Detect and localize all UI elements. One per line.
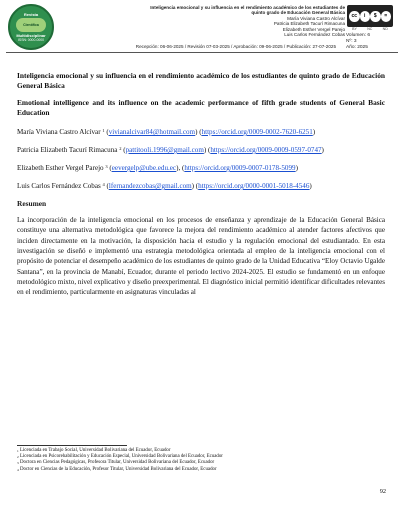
page-number: 92	[379, 488, 386, 495]
author-email-link[interactable]: pattitooli.1996@gmail.com	[125, 146, 204, 154]
running-author-1: María Viviana Castro Alcívar	[287, 15, 345, 21]
logo-issn: ISSN: 0000-0000	[17, 37, 44, 42]
author-affiliation-mark: 4	[102, 182, 105, 187]
footnote-text: Doctor en Ciencias de la Educación, Profesor Titular, Universidad Bolivariana del Ecuador, Ecuador	[19, 466, 217, 472]
running-author-4: Luis Carlos Fernández Cobas	[284, 32, 345, 38]
cc-label-by: BY	[352, 27, 357, 31]
author-entry: María Viviana Castro Alcívar $^1$ (vivianalcivar84@hotmail.com) (https://orcid.org/0009-0002-7620-6251)	[17, 128, 316, 136]
author-email-link[interactable]: vivianalcivar84@hotmail.com	[108, 128, 196, 136]
author-entry: Elizabeth Esther Vergel Parejo $^3$ (eevergelp@ube.edu.ec), (https://orcid.org/0009-0007-0178-5099)	[17, 164, 298, 172]
article-body	[17, 71, 385, 298]
footnote-mark: 2	[17, 455, 19, 460]
author-orcid-link[interactable]: https://orcid.org/0009-0007-0178-5099	[184, 164, 296, 172]
volume: Volumen: 6	[346, 33, 371, 38]
attribution-icon: i	[360, 11, 371, 22]
footnote-text: Doctora en Ciencias Pedagógicas, Profesora Titular, Universidad Bolivariana del Ecuador, Ecuador	[19, 460, 215, 466]
logo-line-1: Revista	[23, 11, 39, 17]
noderivatives-icon: =	[381, 11, 392, 22]
author-list	[17, 127, 385, 191]
abstract-text: La incorporación de la inteligencia emocional en los procesos de enseñanza y aprendizaje de la Educación General Básica constituye una alternativa metodológica que favorece la mejora del rendimiento académico al atender factores afectivos que inciden directamente en la motivación, la disposición hacia el estudio y la regulación emocional del estudiantado. En esta investigación se diseñó e implementó una estrategia metodológica orientada al empleo de la inteligencia emocional con el propósito de potenciar el desempeño académico de los estudiantes de quinto grado de la Unidad Educativa “Eloy Octavio Ugalde Santana”, en la provincia de Manabí, Ecuador, durante el periodo lectivo 2024-2025. El estudio se fundamentó en un enfoque metodológico mixto, nivel explicativo y diseño preexperimental. El diagnóstico inicial permitió identificar dificultades relevantes en el rendimiento, particularmente en asignaturas vinculadas al	[17, 216, 385, 297]
author-entry: Luis Carlos Fernández Cobas $^4$ (lfernandezcobas@gmail.com) (https://orcid.org/0000-0001-5018-4546)	[17, 182, 312, 190]
author-name: María Viviana Castro Alcívar	[17, 128, 101, 136]
author-affiliation-mark: 2	[119, 146, 122, 151]
logo-line-3: Multidisciplinar	[16, 32, 46, 38]
cc-label-nc: NC	[367, 27, 373, 31]
author-name: Elizabeth Esther Vergel Parejo	[17, 164, 104, 172]
author-affiliation-mark: 3	[105, 164, 108, 169]
author-email-link[interactable]: eevergelp@ube.edu.ec	[111, 164, 177, 172]
cc-license-icon[interactable]	[347, 5, 393, 27]
footnote	[17, 467, 387, 473]
running-title-line-2: quinto grado de Educación General Básica	[251, 10, 345, 16]
cc-license-labels	[347, 27, 393, 31]
running-header	[60, 5, 345, 37]
footnote-mark: 1	[17, 449, 19, 453]
logo-line-2: Científica	[23, 22, 39, 27]
author-orcid-link[interactable]: https://orcid.org/0009-0009-0597-0747	[210, 146, 322, 154]
footnotes	[17, 448, 387, 473]
running-author-2: Patricia Elizabeth Tacurí Rimacuna	[273, 21, 345, 27]
footnote-divider	[17, 445, 127, 446]
author-entry: Patricia Elizabeth Tacurí Rimacuna $^2$ (pattitooli.1996@gmail.com) (https://orcid.org/0009-0009-0597-0747)	[17, 146, 324, 154]
cc-label-nd: ND	[382, 27, 388, 31]
running-author-3: Elizabeth Esther Vergel Parejo	[282, 26, 345, 32]
footnote-mark: 3	[17, 461, 19, 466]
title-spanish: Inteligencia emocional y su influencia en el rendimiento académico de los estudiantes de quinto grado de Educación General Básica	[17, 71, 385, 90]
author-name: Luis Carlos Fernández Cobas	[17, 182, 101, 190]
title-english: Emotional intelligence and its influence on the academic performance of fifth grade students of General Basic Education	[17, 98, 385, 117]
author-orcid-link[interactable]: https://orcid.org/0009-0002-7620-6251	[201, 128, 313, 136]
header-divider	[6, 52, 398, 53]
issue-number: Nº: 3	[346, 39, 357, 44]
logo-emblem	[16, 18, 46, 32]
cc-icon: cc	[349, 11, 360, 22]
footnote-text: Licenciada en Psicorehabilitación y Educación Especial, Universidad Bolivariana del Ecuador, Ecuador	[19, 454, 223, 460]
abstract-heading: Resumen	[17, 199, 47, 208]
year: Año: 2025	[346, 45, 368, 50]
footnote-mark: 4	[17, 467, 19, 472]
noncommercial-icon: $	[370, 11, 381, 22]
publication-dates: Recepción: 06-06-2025 / Revisión 07-03-2025 / Aprobación: 09-06-2025 / Publicación: 27-07-2025	[135, 44, 336, 49]
author-name: Patricia Elizabeth Tacurí Rimacuna	[17, 146, 118, 154]
footnote-text: Licenciada en Trabajo Social, Universidad Bolivariana del Ecuador, Ecuador	[19, 448, 171, 453]
author-email-link[interactable]: lfernandezcobas@gmail.com	[108, 182, 192, 190]
author-orcid-link[interactable]: https://orcid.org/0000-0001-5018-4546	[198, 182, 310, 190]
page-header	[0, 0, 402, 56]
running-title-line-1: Inteligencia emocional y su influencia en el rendimiento académico de los estudiantes de	[150, 5, 345, 10]
volume-info	[346, 33, 398, 51]
author-affiliation-mark: 1	[102, 128, 105, 133]
